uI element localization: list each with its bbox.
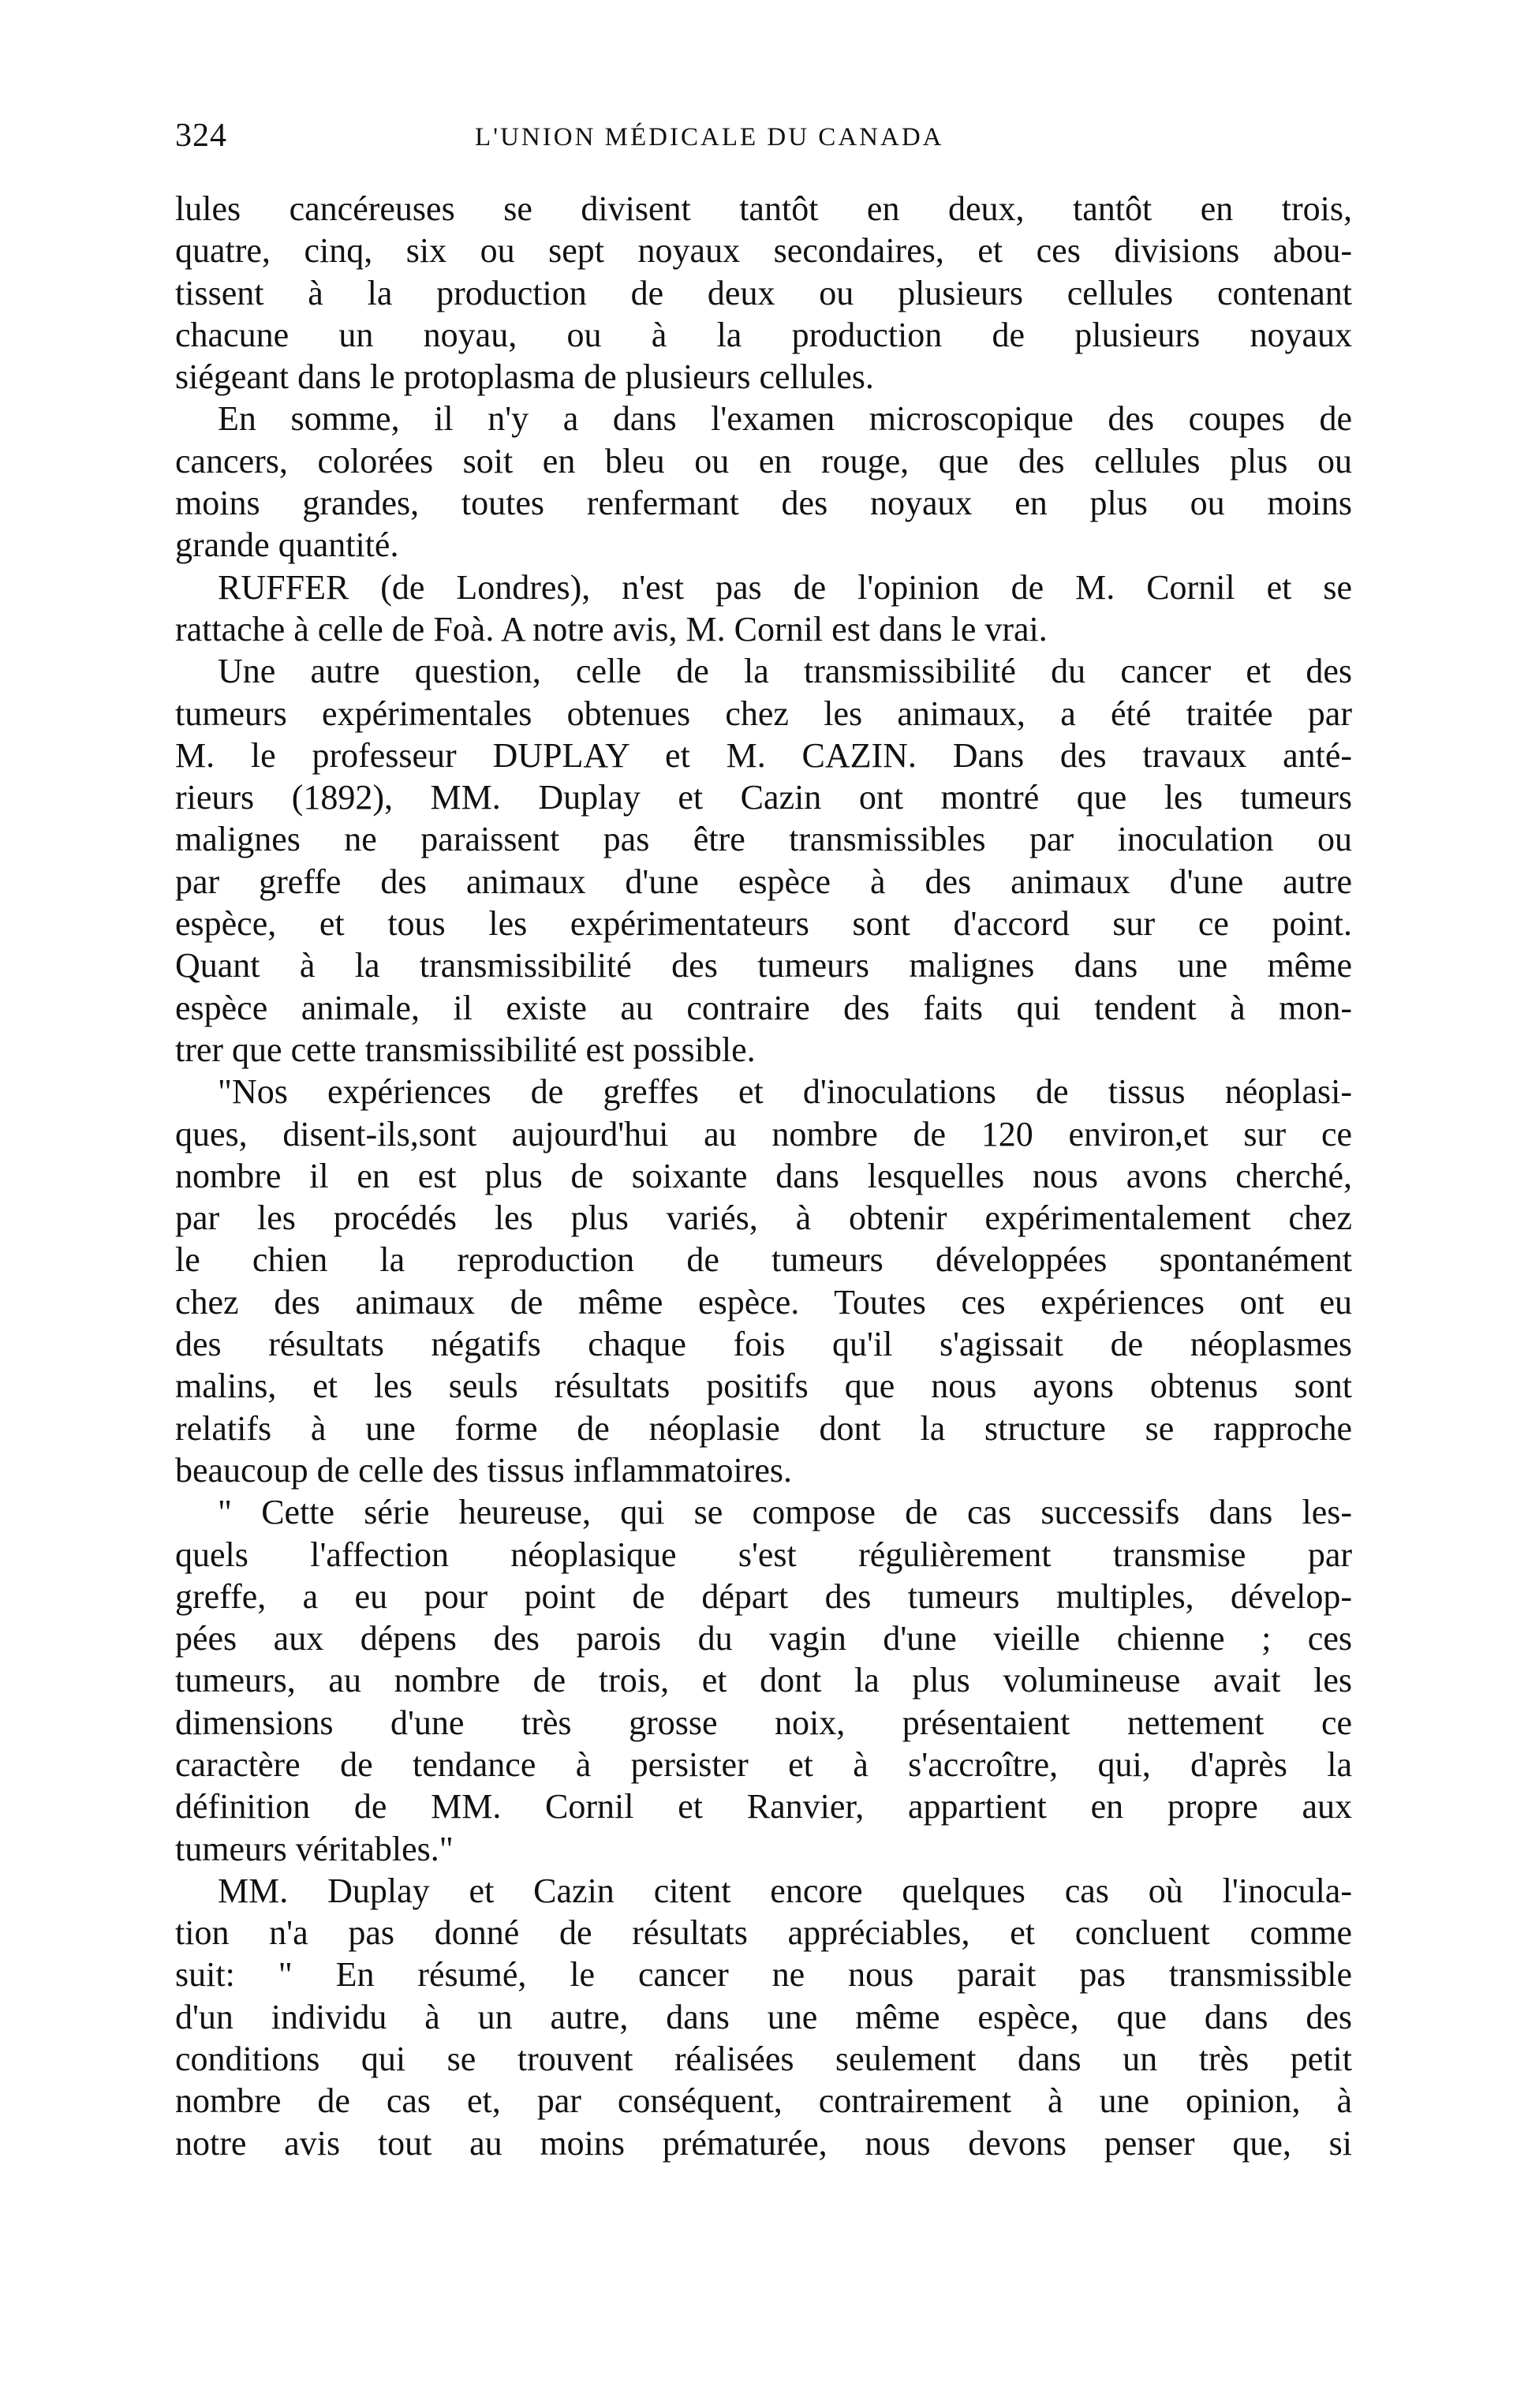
text-line: grande quantité. [175, 525, 399, 565]
text-line: des résultats négatifs chaque fois qu'il s'agissait de néoplasmes [175, 1325, 1352, 1364]
text-line: dimensions d'une très grosse noix, présentaient nettement ce [175, 1703, 1352, 1742]
text-line: le chien la reproduction de tumeurs développées spontanément [175, 1240, 1352, 1280]
journal-title: L'UNION MÉDICALE DU CANADA [475, 123, 944, 151]
text-line: malignes ne paraissent pas être transmissibles par inoculation ou [175, 820, 1352, 859]
text-line: conditions qui se trouvent réalisées seulement dans un très petit [175, 2040, 1352, 2079]
text-line: rieurs (1892), MM. Duplay et Cazin ont montré que les tumeurs [175, 778, 1352, 817]
text-line: chacune un noyau, ou à la production de plusieurs noyaux [175, 315, 1352, 354]
text-line: malins, et les seuls résultats positifs que nous ayons obtenus sont [175, 1367, 1352, 1406]
text-line: tumeurs, au nombre de trois, et dont la plus volumineuse avait les [175, 1661, 1352, 1700]
text-line: ques, disent-ils,sont aujourd'hui au nombre de 120 environ,et sur ce [175, 1114, 1352, 1154]
page-number: 324 [175, 118, 227, 154]
text-line: par greffe des animaux d'une espèce à des animaux d'une autre [175, 862, 1352, 901]
text-line: suit: " En résumé, le cancer ne nous parait pas transmissible [175, 1955, 1352, 1995]
text-line: caractère de tendance à persister et à s'accroître, qui, d'après la [175, 1744, 1352, 1784]
text-line: pées aux dépens des parois du vagin d'une vieille chienne ; ces [175, 1619, 1352, 1658]
text-line: tumeurs expérimentales obtenues chez les animaux, a été traitée par [175, 694, 1352, 733]
text-line: tissent à la production de deux ou plusieurs cellules contenant [175, 273, 1352, 312]
text-line: cancers, colorées soit en bleu ou en rouge, que des cellules plus ou [175, 441, 1352, 480]
running-head [175, 117, 1358, 164]
text-line: définition de MM. Cornil et Ranvier, appartient en propre aux [175, 1787, 1352, 1827]
text-line: d'un individu à un autre, dans une même espèce, que dans des [175, 1997, 1352, 2036]
text-line: lules cancéreuses se divisent tantôt en deux, tantôt en trois, [175, 189, 1352, 228]
text-line: quels l'affection néoplasique s'est régulièrement transmise par [175, 1535, 1352, 1574]
text-line: espèce animale, il existe au contraire des faits qui tendent à mon- [175, 988, 1352, 1027]
text-line: siégeant dans le protoplasma de plusieurs cellules. [175, 357, 874, 397]
text-line: " Cette série heureuse, qui se compose de cas successifs dans les- [218, 1493, 1352, 1532]
text-line: espèce, et tous les expérimentateurs sont d'accord sur ce point. [175, 904, 1352, 944]
text-line: "Nos expériences de greffes et d'inoculations de tissus néoplasi- [218, 1072, 1352, 1112]
text-line: nombre il en est plus de soixante dans lesquelles nous avons cherché, [175, 1156, 1352, 1195]
body-text [175, 188, 1352, 2164]
text-line: Quant à la transmissibilité des tumeurs malignes dans une même [175, 946, 1352, 985]
text-line: beaucoup de celle des tissus inflammatoires. [175, 1450, 792, 1490]
text-line: quatre, cinq, six ou sept noyaux secondaires, et ces divisions abou- [175, 231, 1352, 271]
text-line: En somme, il n'y a dans l'examen microscopique des coupes de [218, 399, 1352, 439]
text-line: M. le professeur DUPLAY et M. CAZIN. Dans des travaux anté- [175, 735, 1352, 775]
text-line: MM. Duplay et Cazin citent encore quelques cas où l'inocula- [218, 1871, 1352, 1910]
text-line: nombre de cas et, par conséquent, contrairement à une opinion, à [175, 2081, 1352, 2121]
text-line: tumeurs véritables." [175, 1829, 454, 1868]
text-line: trer que cette transmissibilité est possible. [175, 1030, 756, 1069]
text-line: rattache à celle de Foà. A notre avis, M. Cornil est dans le vrai. [175, 609, 1048, 649]
text-line: par les procédés les plus variés, à obtenir expérimentalement chez [175, 1198, 1352, 1238]
text-line: relatifs à une forme de néoplasie dont la structure se rapproche [175, 1408, 1352, 1448]
text-line: notre avis tout au moins prématurée, nous devons penser que, si [175, 2123, 1352, 2163]
text-line: moins grandes, toutes renfermant des noyaux en plus ou moins [175, 484, 1352, 523]
text-line: greffe, a eu pour point de départ des tumeurs multiples, dévelop- [175, 1576, 1352, 1616]
text-line: tion n'a pas donné de résultats appréciables, et concluent comme [175, 1913, 1352, 1953]
text-line: Une autre question, celle de la transmissibilité du cancer et des [218, 652, 1352, 691]
text-line: chez des animaux de même espèce. Toutes ces expériences ont eu [175, 1282, 1352, 1322]
text-line: RUFFER (de Londres), n'est pas de l'opinion de M. Cornil et se [218, 567, 1352, 607]
